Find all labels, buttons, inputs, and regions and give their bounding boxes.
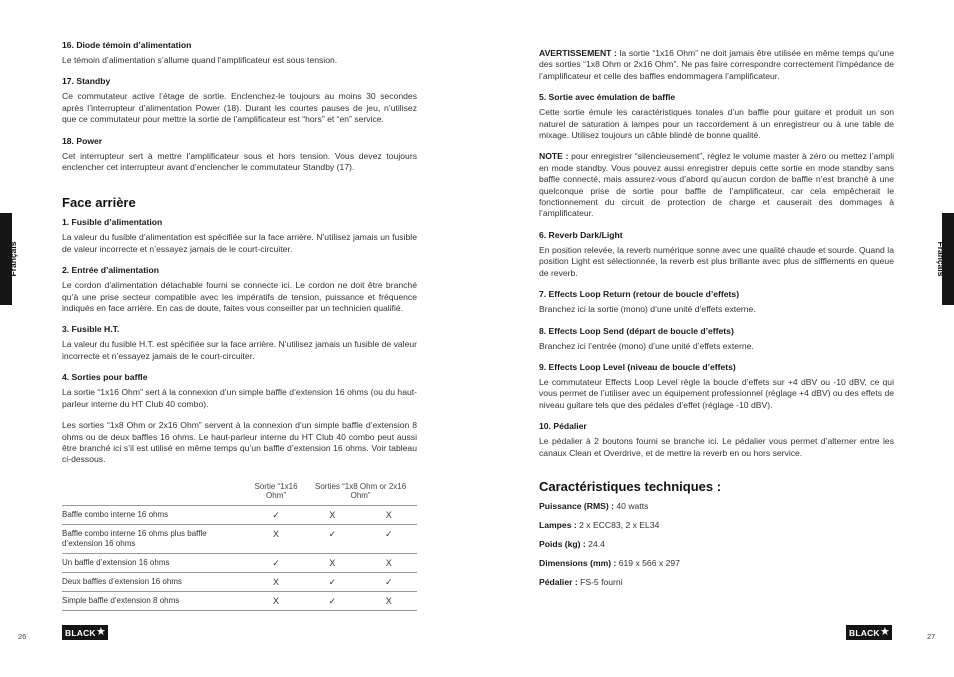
- warning-paragraph: [539, 48, 894, 82]
- spec-line-pedalier: Pédalier : FS-5 fourni: [539, 576, 623, 587]
- section-text: Le commutateur Effects Loop Level règle la boucle d’effets sur +4 dBV ou -10 dBV, ce qui vous permet de l’utiliser avec un équipement professionnel (réglage +4 dBV) ou des effets de niveau guitare tels que des pédales d’effet (réglage -10 dBV).: [539, 376, 894, 410]
- section-text: Cette sortie émule les caractéristiques tonales d’un baffle pour guitare et produit un son naturel de saturation à lampes pour un raccordement à un enregistreur ou à une table de mixage. Utilisez toujours un câble blindé de bonne qualité.: [539, 107, 894, 141]
- row-label: Deux baffles d’extension 16 ohms: [62, 572, 248, 591]
- speaker-output-table: [62, 482, 417, 611]
- note-paragraph: [539, 151, 894, 219]
- cell-mark: X: [248, 591, 304, 610]
- section-text: Branchez ici la sortie (mono) d’une unité d’effets externe.: [539, 304, 756, 315]
- language-tab-label: Français: [8, 241, 18, 277]
- left-page-column: [62, 40, 417, 611]
- section-heading: 8. Effects Loop Send (départ de boucle d’effets): [539, 325, 734, 336]
- cell-mark: X: [361, 553, 417, 572]
- cell-mark: ✓: [304, 591, 360, 610]
- section-power: [62, 136, 417, 174]
- section-heading: 5. Sortie avec émulation de baffle: [539, 92, 676, 103]
- section-pedalier: [539, 421, 894, 459]
- section-diode: [62, 40, 417, 66]
- section-text: Le témoin d’alimentation s’allume quand l’amplificateur est sous tension.: [62, 55, 338, 65]
- note-label: NOTE :: [539, 151, 569, 162]
- section-text: Branchez ici l’entrée (mono) d’une unité d’effets externe.: [539, 340, 754, 351]
- cell-mark: X: [304, 505, 360, 524]
- section-text: Cet interrupteur sert à mettre l’amplificateur sous et hors tension. Vous devez toujours enclencher cet interrupteur avant d’enclencher le commutateur Standby (17).: [62, 150, 417, 173]
- section-fusible-ht: [62, 324, 417, 362]
- cell-mark: ✓: [248, 505, 304, 524]
- star-icon: ★: [879, 626, 890, 638]
- cell-mark: X: [361, 505, 417, 524]
- note-text: pour enregistrer “silencieusement”, réglez le volume master à zéro ou mettez l’ampli en mode standby. Vous pouvez aussi enregistrer depuis cette sortie en mode standby sans baffle connecté, mais assurez-vous d’abord qu’aucun cordon de baffle n’est branché à une quelconque prise de sortie pour baffle de l’amplificateur, car cela empêcherait le fonctionnement du circuit de protection de charge et causerait des dommages à l’amplificateur.: [539, 151, 895, 219]
- page-number-left: 26: [18, 632, 27, 641]
- warning-text: la sortie “1x16 Ohm” ne doit jamais être utilisée en même temps qu’une des sorties “1x8 Ohm or 2x16 Ohm”. Ne pas faire correspondre correctement l’impédance de l’amplificateur et celle des baffles endommagera l’amplificateur.: [539, 48, 894, 81]
- star-icon: ★: [95, 626, 106, 638]
- cell-mark: X: [304, 553, 360, 572]
- section-fusible-alimentation: [62, 217, 417, 255]
- section-heading: 1. Fusible d’alimentation: [62, 217, 163, 228]
- table-row: [62, 591, 417, 610]
- cell-mark: X: [361, 591, 417, 610]
- row-label: Un baffle d’extension 16 ohms: [62, 553, 248, 572]
- right-page-column: [539, 40, 894, 596]
- face-arriere-title: Face arrière: [62, 195, 136, 211]
- column-header-1x8-2x16: Sorties “1x8 Ohm or 2x16 Ohm”: [304, 482, 417, 506]
- table-row: [62, 572, 417, 591]
- row-label: Baffle combo interne 16 ohms: [62, 505, 248, 524]
- table-row: [62, 553, 417, 572]
- cell-mark: ✓: [304, 572, 360, 591]
- section-loop-send: [539, 326, 894, 352]
- section-standby: [62, 76, 417, 125]
- cell-mark: ✓: [248, 553, 304, 572]
- cell-mark: X: [248, 524, 304, 553]
- section-heading: 3. Fusible H.T.: [62, 324, 120, 335]
- language-tab-right: [928, 213, 954, 305]
- logo-text: BLACK: [65, 627, 96, 638]
- blackstar-logo-right: [846, 625, 892, 640]
- section-text: Le cordon d’alimentation détachable fourni se connecte ici. Le cordon ne doit être branché qu’à une prise secteur compatible avec les impératifs de tension, puissance et fréquence indiqués en face arrière. En cas de doute, faites vous conseiller par un technicien qualifié.: [62, 280, 417, 314]
- logo-text: BLACK: [849, 627, 880, 638]
- spec-line-lampes: Lampes : 2 x ECC83, 2 x EL34: [539, 519, 660, 530]
- section-heading: 9. Effects Loop Level (niveau de boucle d’effets): [539, 361, 736, 372]
- table-row: [62, 505, 417, 524]
- section-entree-alimentation: [62, 265, 417, 314]
- row-label: Baffle combo interne 16 ohms plus baffle d’extension 16 ohms: [62, 524, 248, 553]
- section-heading: 4. Sorties pour baffle: [62, 372, 148, 383]
- section-loop-level: [539, 362, 894, 411]
- page-number-right: 27: [927, 632, 936, 641]
- cell-mark: X: [248, 572, 304, 591]
- row-label: Simple baffle d’extension 8 ohms: [62, 591, 248, 610]
- section-heading: 7. Effects Loop Return (retour de boucle d’effets): [539, 289, 740, 300]
- spec-line-dimensions: Dimensions (mm) : 619 x 566 x 297: [539, 557, 680, 568]
- specs-title: Caractéristiques techniques :: [539, 478, 722, 494]
- section-reverb: [539, 230, 894, 279]
- section-heading: 2. Entrée d’alimentation: [62, 265, 159, 276]
- section-heading: 17. Standby: [62, 76, 111, 87]
- section-text: La sortie “1x16 Ohm” sert à la connexion d’un simple baffle d’extension 16 ohms (ou du haut-parleur interne du HT Club 40 combo).: [62, 387, 417, 409]
- section-text: La valeur du fusible d’alimentation est spécifiée sur la face arrière. N’utilisez jamais un fusible de valeur incorrecte et n’essayez jamais de le court-circuiter.: [62, 232, 417, 254]
- section-text: Ce commutateur active l’étage de sortie. Enclenchez-le toujours au moins 30 secondes après l’interrupteur d’alimentation Power (18). Durant les courtes pauses de jeu, n’utilisez que ce commutateur pour mettre la sortie de l’amplificateur est “hors” et “en” service.: [62, 91, 417, 125]
- language-tab-label: Français: [936, 241, 946, 277]
- section-text: En position relevée, la reverb numérique sonne avec une qualité chaude et sourde. Quand la position Light est sélectionnée, la reverb est plus brillante avec plus de sifflements en queue de reverb.: [539, 244, 894, 278]
- section-sorties-baffle: [62, 372, 417, 465]
- cell-mark: ✓: [361, 572, 417, 591]
- blackstar-logo-left: [62, 625, 108, 640]
- column-header-1x16: Sortie “1x16 Ohm”: [248, 482, 304, 506]
- spec-line-puissance: Puissance (RMS) : 40 watts: [539, 500, 649, 511]
- cell-mark: ✓: [304, 524, 360, 553]
- section-heading: 16. Diode témoin d’alimentation: [62, 40, 192, 50]
- language-tab-left: [0, 213, 26, 305]
- section-heading: 18. Power: [62, 135, 103, 146]
- section-text: Le pédalier à 2 boutons fourni se branche ici. Le pédalier vous permet d’alterner entre les canaux Clean et Overdrive, et de mettre la reverb en ou hors service.: [539, 436, 894, 458]
- table-row: [62, 524, 417, 553]
- warning-label: AVERTISSEMENT :: [539, 48, 617, 58]
- section-text: Les sorties “1x8 Ohm or 2x16 Ohm” servent à la connexion d’un simple baffle d’extension 8 ohms ou de deux baffles 16 ohms. Le haut-parleur interne du HT Club 40 combo peut aussi être branché ici s’il est utilisé en même temps qu’un baffle d’extension 16 ohms. Voir tableau ci-dessous.: [62, 420, 417, 465]
- section-loop-return: [539, 289, 894, 315]
- section-heading: 10. Pédalier: [539, 421, 587, 432]
- cell-mark: ✓: [361, 524, 417, 553]
- spec-line-poids: Poids (kg) : 24.4: [539, 538, 605, 549]
- section-emulation-baffle: [539, 92, 894, 141]
- section-heading: 6. Reverb Dark/Light: [539, 229, 623, 240]
- section-text: La valeur du fusible H.T. est spécifiée sur la face arrière. N’utilisez jamais un fusible de valeur incorrecte et n’essayez jamais de le court-circuiter.: [62, 339, 417, 361]
- table-header-row: [62, 482, 417, 506]
